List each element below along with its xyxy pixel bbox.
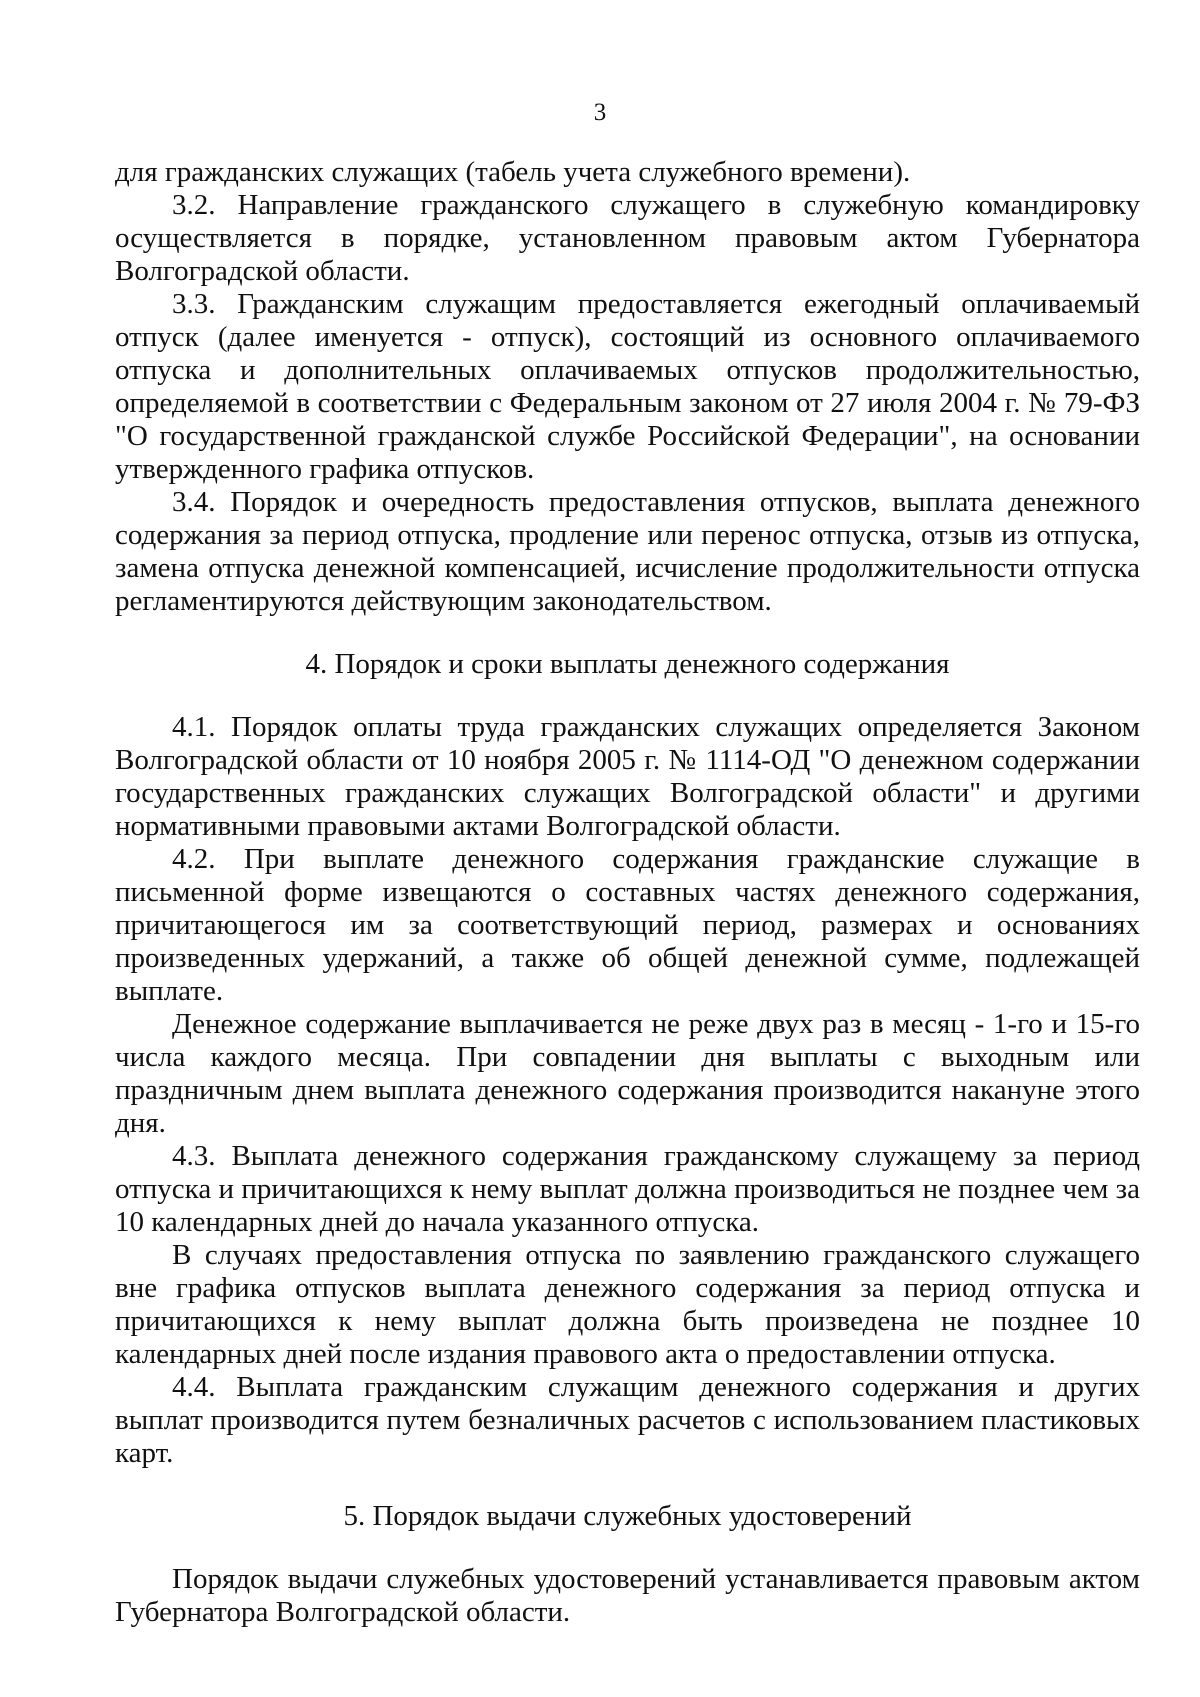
document-body xyxy=(115,156,1140,1629)
paragraph-3-3: 3.3. Гражданским служащим предоставляется ежегодный оплачиваемый отпуск (далее именуется - отпуск), состоящий из основного оплачиваемого отпуска и дополнительных оплачиваемых отпусков продолжительностью, определяемой в соответствии с Федеральным законом от 27 июля 2004 г. № 79-ФЗ "О государственной гражданской службе Российской Федерации", на основании утвержденного графика отпусков. xyxy=(115,288,1140,485)
section-heading-5: 5. Порядок выдачи служебных удостоверений xyxy=(343,1500,912,1532)
paragraph-payment-schedule: Денежное содержание выплачивается не реже двух раз в месяц - 1-го и 15-го числа каждого месяца. При совпадении дня выплаты с выходным или праздничным днем выплата денежного содержания производится накануне этого дня. xyxy=(115,1008,1140,1139)
paragraph-4-3: 4.3. Выплата денежного содержания гражданскому служащему за период отпуска и причитающихся к нему выплат должна производиться не позднее чем за 10 календарных дней до начала указанного отпуска. xyxy=(115,1140,1140,1238)
paragraph-5-text: Порядок выдачи служебных удостоверений устанавливается правовым актом Губернатора Волгоградской области. xyxy=(115,1563,1140,1628)
paragraph-3-2: 3.2. Направление гражданского служащего в служебную командировку осуществляется в порядке, установленном правовым актом Губернатора Волгоградской области. xyxy=(115,189,1140,287)
paragraph-4-1: 4.1. Порядок оплаты труда гражданских служащих определяется Законом Волгоградской области от 10 ноября 2005 г. № 1114-ОД "О денежном содержании государственных гражданских служащих Волгоградской области" и другими нормативными правовыми актами Волгоградской области. xyxy=(115,711,1140,842)
section-heading-4: 4. Порядок и сроки выплаты денежного содержания xyxy=(305,648,950,680)
paragraph-4-2: 4.2. При выплате денежного содержания гражданские служащие в письменной форме извещаются о составных частях денежного содержания, причитающегося им за соответствующий период, размерах и основаниях произведенных удержаний, а также об общей денежной сумме, подлежащей выплате. xyxy=(115,843,1140,1007)
paragraph-continuation: для гражданских служащих (табель учета служебного времени). xyxy=(115,156,911,188)
page-number: 3 xyxy=(593,99,607,126)
paragraph-4-4: 4.4. Выплата гражданским служащим денежного содержания и других выплат производится путем безналичных расчетов с использованием пластиковых карт. xyxy=(115,1371,1140,1469)
paragraph-3-4: 3.4. Порядок и очередность предоставления отпусков, выплата денежного содержания за период отпуска, продление или перенос отпуска, отзыв из отпуска, замена отпуска денежной компенсацией, исчисление продолжительности отпуска регламентируются действующим законодательством. xyxy=(115,486,1140,617)
paragraph-vacation-outside-schedule: В случаях предоставления отпуска по заявлению гражданского служащего вне графика отпусков выплата денежного содержания за период отпуска и причитающихся к нему выплат должна быть произведена не позднее 10 календарных дней после издания правового акта о предоставлении отпуска. xyxy=(115,1239,1140,1370)
